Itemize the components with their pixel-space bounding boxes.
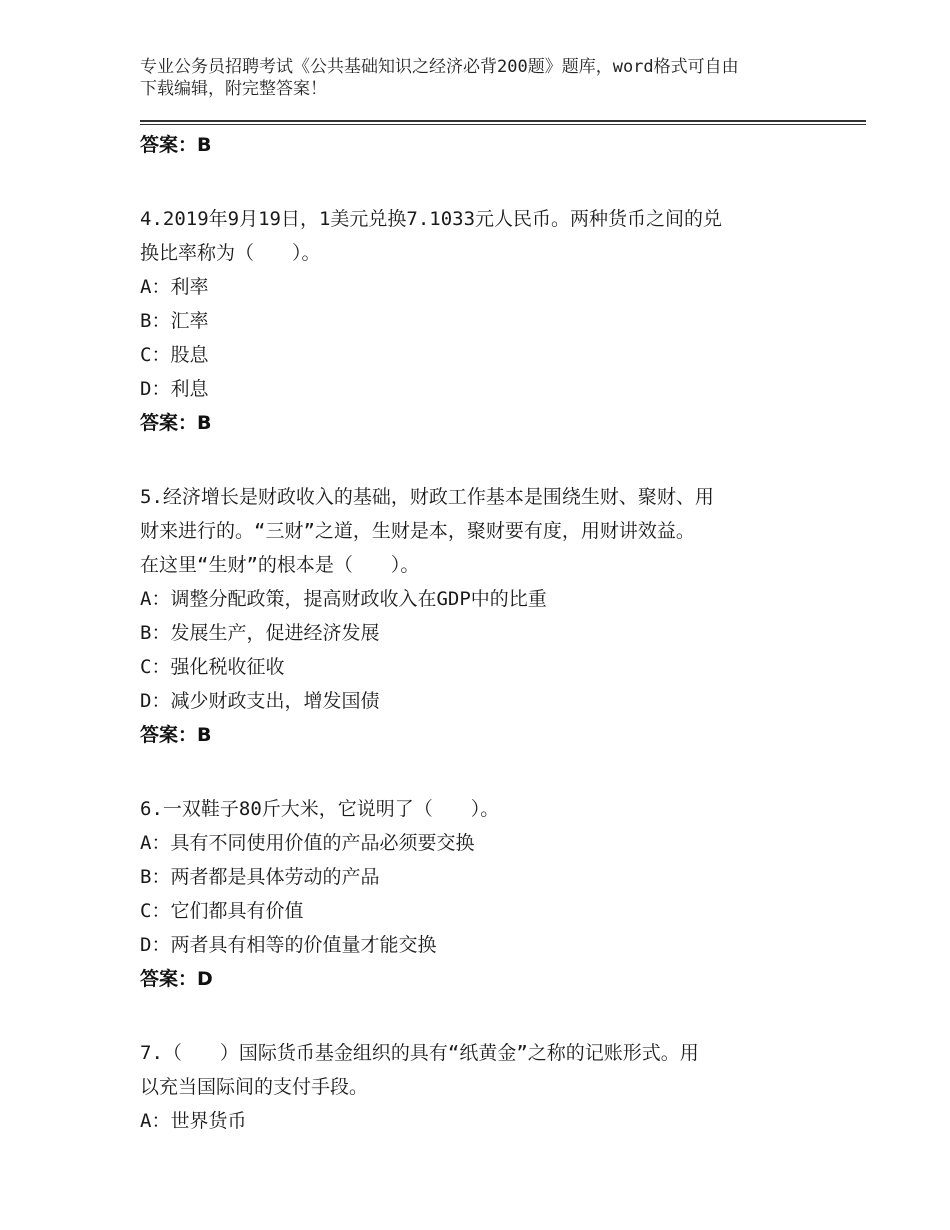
answer: 答案：B — [140, 412, 212, 434]
option-d: D：利息 — [140, 378, 209, 400]
document-header — [140, 56, 830, 100]
option-c: C：它们都具有价值 — [140, 900, 304, 922]
question-stem-line: 财来进行的。“三财”之道，生财是本，聚财要有度，用财讲效益。 — [140, 520, 695, 542]
question-stem-line: 5.经济增长是财政收入的基础，财政工作基本是围绕生财、聚财、用 — [140, 486, 714, 508]
answer: 答案：D — [140, 968, 213, 990]
option-c: C：股息 — [140, 344, 209, 366]
option-d: D：两者具有相等的价值量才能交换 — [140, 934, 437, 956]
answer: 答案：B — [140, 724, 212, 746]
question-stem-line: 在这里“生财”的根本是（ ）。 — [140, 554, 420, 576]
header-line-2: 下载编辑，附完整答案！ — [140, 79, 327, 99]
option-d: D：减少财政支出，增发国债 — [140, 690, 380, 712]
header-line-1: 专业公务员招聘考试《公共基础知识之经济必背200题》题库，word格式可自由 — [140, 57, 739, 77]
question-stem-line: 6.一双鞋子80斤大米，它说明了（ ）。 — [140, 798, 500, 820]
option-b: B：汇率 — [140, 310, 209, 332]
header-divider-thin — [140, 124, 866, 125]
question-6 — [140, 792, 830, 996]
question-stem-line: 以充当国际间的支付手段。 — [140, 1076, 369, 1098]
question-4 — [140, 202, 830, 440]
option-a: A：世界货币 — [140, 1110, 247, 1132]
option-a: A：具有不同使用价值的产品必须要交换 — [140, 832, 475, 854]
question-stem-line: 换比率称为（ ）。 — [140, 242, 321, 264]
question-list — [140, 128, 830, 1138]
option-b: B：发展生产，促进经济发展 — [140, 622, 380, 644]
question-stem-line: 7.（ ）国际货币基金组织的具有“纸黄金”之称的记账形式。用 — [140, 1042, 699, 1064]
option-a: A：利率 — [140, 276, 209, 298]
answer-previous: 答案：B — [140, 134, 212, 156]
header-divider-thick — [140, 120, 866, 122]
question-7 — [140, 1036, 830, 1138]
question-stem-line: 4.2019年9月19日，1美元兑换7.1033元人民币。两种货币之间的兑 — [140, 208, 723, 230]
option-b: B：两者都是具体劳动的产品 — [140, 866, 380, 888]
option-c: C：强化税收征收 — [140, 656, 285, 678]
option-a: A：调整分配政策，提高财政收入在GDP中的比重 — [140, 588, 547, 610]
question-5 — [140, 480, 830, 752]
